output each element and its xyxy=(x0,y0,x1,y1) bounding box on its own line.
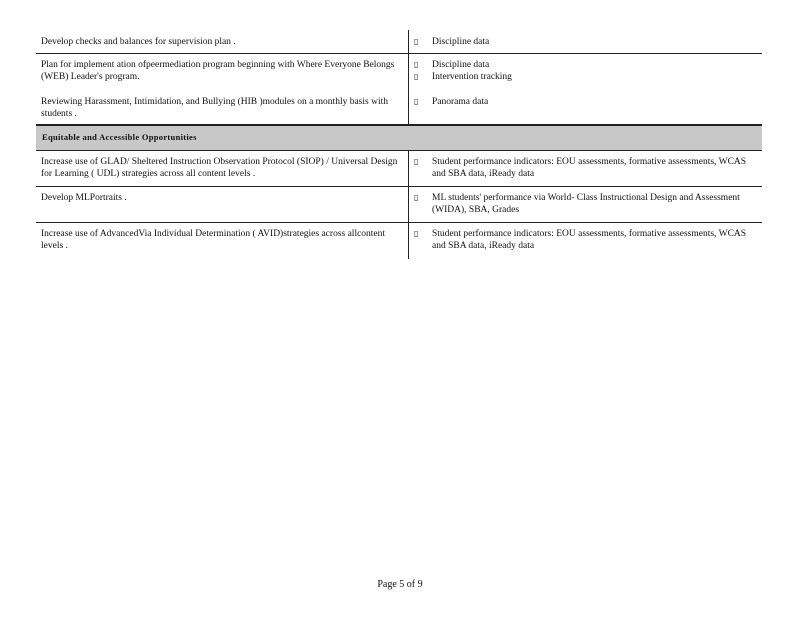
evidence-item: ▯ Discipline data xyxy=(414,60,490,70)
table-row xyxy=(36,223,762,259)
action-text: Develop MLPortraits . xyxy=(41,193,127,203)
evidence-cell xyxy=(414,59,760,83)
bullet-box-icon: ▯ xyxy=(414,97,419,106)
section-title: Equitable and Accessible Opportunities xyxy=(42,132,197,142)
evidence-item: ▯ Discipline data xyxy=(414,37,490,47)
bullet-box-icon: ▯ xyxy=(414,72,419,81)
evidence-cell xyxy=(414,228,760,252)
bullet-box-icon: ▯ xyxy=(414,229,419,238)
action-text: Increase use of GLAD/ Sheltered Instruction Observation Protocol (SIOP) / Universal Design for Learning ( UDL) strategies across all content levels . xyxy=(41,157,398,179)
column-divider xyxy=(408,30,409,53)
action-text: Reviewing Harassment, Intimidation, and Bullying (HIB )modules on a monthly basis with students . xyxy=(41,97,388,119)
evidence-cell xyxy=(414,36,760,48)
page-number: Page 5 of 9 xyxy=(377,579,423,590)
bullet-box-icon: ▯ xyxy=(414,193,419,202)
bullet-box-icon: ▯ xyxy=(414,37,419,46)
evidence-item: ▯ Student performance indicators: EOU assessments, formative assessments, WCAS and SBA data, iReady data xyxy=(414,157,747,179)
action-text: Develop checks and balances for supervision plan . xyxy=(41,37,236,47)
evidence-item: ▯ ML students' performance via World- Class Instructional Design and Assessment (WIDA), SBA, Grades xyxy=(414,193,740,215)
bullet-box-icon: ▯ xyxy=(414,60,419,69)
evidence-item: ▯ Panorama data xyxy=(414,97,489,107)
section-header xyxy=(36,125,762,151)
action-text: Plan for implement ation ofpeermediation program beginning with Where Everyone Belongs (WEB) Leader's program. xyxy=(41,60,395,82)
table-row xyxy=(36,151,762,187)
evidence-cell xyxy=(414,96,760,108)
evidence-item: ▯ Student performance indicators: EOU assessments, formative assessments, WCAS and SBA data, iReady data xyxy=(414,229,747,251)
column-divider xyxy=(408,54,409,124)
evidence-item: ▯ Intervention tracking xyxy=(414,72,512,82)
bullet-box-icon: ▯ xyxy=(414,157,419,166)
table-row xyxy=(36,54,762,125)
evidence-cell xyxy=(414,156,760,180)
column-divider xyxy=(408,151,409,186)
action-text: Increase use of AdvancedVia Individual Determination ( AVID)strategies across allcontent levels . xyxy=(41,229,386,251)
table-row xyxy=(36,187,762,223)
evidence-cell xyxy=(414,192,760,216)
column-divider xyxy=(408,187,409,222)
table-row xyxy=(36,30,762,54)
action-plan-table xyxy=(36,30,762,259)
column-divider xyxy=(408,223,409,259)
